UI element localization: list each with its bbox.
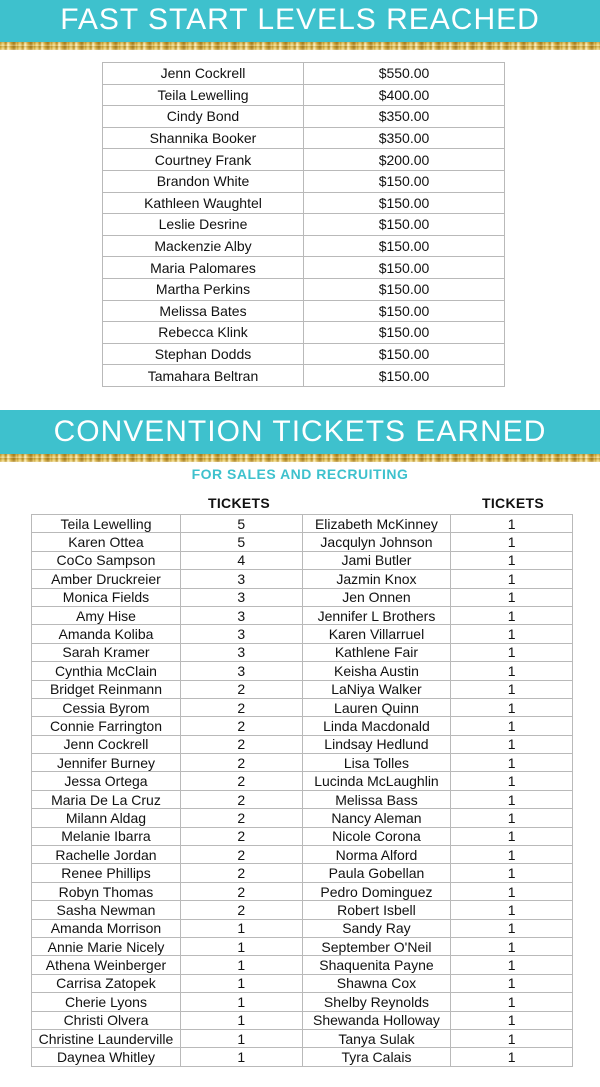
convention-right-name: Shelby Reynolds	[302, 993, 451, 1011]
convention-left-tickets: 2	[180, 864, 302, 882]
table-row	[32, 882, 573, 900]
convention-tickets-table	[31, 514, 573, 1067]
convention-left-tickets: 2	[180, 698, 302, 716]
fast-start-name: Shannika Booker	[103, 127, 304, 149]
convention-right-tickets: 1	[451, 717, 573, 735]
convention-right-tickets: 1	[451, 809, 573, 827]
convention-left-name: Cessia Byrom	[32, 698, 181, 716]
convention-left-tickets: 1	[180, 919, 302, 937]
fast-start-name: Melissa Bates	[103, 300, 304, 322]
convention-right-tickets: 1	[451, 1011, 573, 1029]
convention-right-name: Lauren Quinn	[302, 698, 451, 716]
convention-left-name: Annie Marie Nicely	[32, 937, 181, 955]
table-row	[103, 127, 505, 149]
fast-start-name: Kathleen Waughtel	[103, 192, 304, 214]
fast-start-amount: $150.00	[304, 322, 505, 344]
convention-left-name: Jennifer Burney	[32, 754, 181, 772]
convention-left-name: Amanda Koliba	[32, 625, 181, 643]
convention-right-name: Jen Onnen	[302, 588, 451, 606]
convention-right-tickets: 1	[451, 901, 573, 919]
convention-right-tickets: 1	[451, 846, 573, 864]
fast-start-name: Rebecca Klink	[103, 322, 304, 344]
fast-start-name: Mackenzie Alby	[103, 235, 304, 257]
convention-right-tickets: 1	[451, 772, 573, 790]
convention-left-tickets: 1	[180, 1048, 302, 1066]
convention-left-name: Athena Weinberger	[32, 956, 181, 974]
convention-right-tickets: 1	[451, 827, 573, 845]
convention-right-name: Tanya Sulak	[302, 1029, 451, 1047]
fast-start-amount: $200.00	[304, 149, 505, 171]
gold-glitter-divider	[0, 454, 600, 462]
fast-start-title: FAST START LEVELS REACHED	[60, 3, 540, 36]
convention-left-name: Connie Farrington	[32, 717, 181, 735]
convention-left-tickets: 1	[180, 974, 302, 992]
convention-right-tickets: 1	[451, 1029, 573, 1047]
convention-left-name: Monica Fields	[32, 588, 181, 606]
table-row	[103, 84, 505, 106]
convention-right-name: Norma Alford	[302, 846, 451, 864]
table-row	[103, 214, 505, 236]
table-row	[103, 322, 505, 344]
fast-start-name: Brandon White	[103, 170, 304, 192]
convention-left-name: Christine Launderville	[32, 1029, 181, 1047]
convention-right-tickets: 1	[451, 662, 573, 680]
fast-start-amount: $150.00	[304, 300, 505, 322]
fast-start-amount: $150.00	[304, 278, 505, 300]
fast-start-name: Courtney Frank	[103, 149, 304, 171]
table-row	[103, 106, 505, 128]
convention-right-name: Lucinda McLaughlin	[302, 772, 451, 790]
convention-right-tickets: 1	[451, 937, 573, 955]
convention-right-name: Lindsay Hedlund	[302, 735, 451, 753]
convention-right-name: LaNiya Walker	[302, 680, 451, 698]
fast-start-name: Cindy Bond	[103, 106, 304, 128]
convention-right-name: Shawna Cox	[302, 974, 451, 992]
convention-right-name: Keisha Austin	[302, 662, 451, 680]
table-row	[32, 974, 573, 992]
convention-right-tickets: 1	[451, 993, 573, 1011]
table-row	[32, 956, 573, 974]
fast-start-table-body	[103, 63, 505, 387]
fast-start-name: Jenn Cockrell	[103, 63, 304, 85]
convention-left-tickets: 2	[180, 901, 302, 919]
convention-left-tickets: 3	[180, 643, 302, 661]
table-row	[32, 790, 573, 808]
convention-left-tickets: 1	[180, 937, 302, 955]
table-row	[103, 278, 505, 300]
fast-start-amount: $150.00	[304, 343, 505, 365]
convention-left-tickets: 2	[180, 846, 302, 864]
convention-right-name: Paula Gobellan	[302, 864, 451, 882]
convention-left-name: Amber Druckreier	[32, 570, 181, 588]
convention-left-tickets: 5	[180, 515, 302, 533]
fast-start-name: Martha Perkins	[103, 278, 304, 300]
convention-right-tickets: 1	[451, 956, 573, 974]
table-row	[32, 809, 573, 827]
fast-start-amount: $150.00	[304, 235, 505, 257]
convention-left-name: Carrisa Zatopek	[32, 974, 181, 992]
table-row	[32, 919, 573, 937]
convention-left-tickets: 3	[180, 570, 302, 588]
convention-right-name: September O'Neil	[302, 937, 451, 955]
table-row	[32, 570, 573, 588]
fast-start-amount: $350.00	[304, 106, 505, 128]
table-row	[32, 515, 573, 533]
convention-left-name: Sasha Newman	[32, 901, 181, 919]
fast-start-name: Stephan Dodds	[103, 343, 304, 365]
table-row	[32, 1048, 573, 1066]
fast-start-name: Teila Lewelling	[103, 84, 304, 106]
convention-left-name: Sarah Kramer	[32, 643, 181, 661]
convention-left-tickets: 2	[180, 882, 302, 900]
convention-left-name: Rachelle Jordan	[32, 846, 181, 864]
fast-start-amount: $150.00	[304, 214, 505, 236]
convention-left-tickets: 1	[180, 1011, 302, 1029]
convention-title: CONVENTION TICKETS EARNED	[53, 415, 547, 448]
convention-banner	[0, 410, 600, 454]
fast-start-banner	[0, 0, 600, 42]
convention-left-name: Teila Lewelling	[32, 515, 181, 533]
table-row	[32, 588, 573, 606]
convention-right-tickets: 1	[451, 625, 573, 643]
convention-left-tickets: 3	[180, 662, 302, 680]
convention-right-tickets: 1	[451, 551, 573, 569]
convention-left-tickets: 1	[180, 1029, 302, 1047]
convention-left-name: Renee Phillips	[32, 864, 181, 882]
convention-right-tickets: 1	[451, 606, 573, 624]
table-row	[32, 735, 573, 753]
convention-left-name: Christi Olvera	[32, 1011, 181, 1029]
convention-left-name: Amanda Morrison	[32, 919, 181, 937]
convention-left-name: Daynea Whitley	[32, 1048, 181, 1066]
fast-start-amount: $150.00	[304, 257, 505, 279]
table-row	[103, 343, 505, 365]
convention-left-name: Jessa Ortega	[32, 772, 181, 790]
convention-right-name: Tyra Calais	[302, 1048, 451, 1066]
tickets-column-header-right: TICKETS	[482, 495, 544, 511]
convention-left-name: Bridget Reinmann	[32, 680, 181, 698]
convention-left-name: Amy Hise	[32, 606, 181, 624]
table-row	[32, 698, 573, 716]
convention-right-name: Elizabeth McKinney	[302, 515, 451, 533]
convention-right-tickets: 1	[451, 570, 573, 588]
fast-start-name: Leslie Desrine	[103, 214, 304, 236]
convention-left-tickets: 2	[180, 809, 302, 827]
convention-right-tickets: 1	[451, 588, 573, 606]
convention-left-tickets: 3	[180, 606, 302, 624]
table-row	[32, 754, 573, 772]
convention-subtitle: FOR SALES AND RECRUITING	[191, 466, 409, 482]
convention-right-tickets: 1	[451, 1048, 573, 1066]
convention-left-name: Cynthia McClain	[32, 662, 181, 680]
convention-right-name: Jami Butler	[302, 551, 451, 569]
convention-right-tickets: 1	[451, 790, 573, 808]
convention-left-tickets: 2	[180, 754, 302, 772]
convention-left-name: Milann Aldag	[32, 809, 181, 827]
convention-right-name: Nicole Corona	[302, 827, 451, 845]
convention-right-tickets: 1	[451, 974, 573, 992]
convention-right-name: Melissa Bass	[302, 790, 451, 808]
table-row	[103, 149, 505, 171]
convention-left-tickets: 4	[180, 551, 302, 569]
table-row	[32, 864, 573, 882]
convention-left-tickets: 1	[180, 993, 302, 1011]
fast-start-table	[102, 62, 505, 387]
convention-right-tickets: 1	[451, 515, 573, 533]
convention-left-name: CoCo Sampson	[32, 551, 181, 569]
convention-left-tickets: 2	[180, 790, 302, 808]
convention-left-name: Cherie Lyons	[32, 993, 181, 1011]
fast-start-amount: $400.00	[304, 84, 505, 106]
table-row	[32, 533, 573, 551]
table-row	[103, 235, 505, 257]
convention-right-tickets: 1	[451, 735, 573, 753]
convention-left-tickets: 3	[180, 625, 302, 643]
convention-right-tickets: 1	[451, 754, 573, 772]
table-row	[32, 1011, 573, 1029]
table-row	[32, 827, 573, 845]
convention-right-tickets: 1	[451, 533, 573, 551]
fast-start-name: Maria Palomares	[103, 257, 304, 279]
convention-left-tickets: 3	[180, 588, 302, 606]
convention-left-tickets: 2	[180, 735, 302, 753]
convention-left-name: Karen Ottea	[32, 533, 181, 551]
table-row	[32, 625, 573, 643]
convention-left-tickets: 5	[180, 533, 302, 551]
table-row	[32, 643, 573, 661]
fast-start-amount: $150.00	[304, 192, 505, 214]
convention-left-tickets: 2	[180, 680, 302, 698]
convention-right-name: Pedro Dominguez	[302, 882, 451, 900]
tickets-column-header-left: TICKETS	[208, 495, 270, 511]
convention-right-name: Kathlene Fair	[302, 643, 451, 661]
fast-start-amount: $350.00	[304, 127, 505, 149]
table-row	[32, 772, 573, 790]
table-row	[32, 680, 573, 698]
convention-right-tickets: 1	[451, 882, 573, 900]
convention-right-tickets: 1	[451, 698, 573, 716]
convention-left-tickets: 2	[180, 827, 302, 845]
convention-right-name: Robert Isbell	[302, 901, 451, 919]
convention-left-tickets: 2	[180, 772, 302, 790]
convention-left-name: Melanie Ibarra	[32, 827, 181, 845]
table-row	[32, 551, 573, 569]
convention-left-name: Jenn Cockrell	[32, 735, 181, 753]
table-row	[32, 993, 573, 1011]
convention-right-name: Linda Macdonald	[302, 717, 451, 735]
fast-start-amount: $150.00	[304, 365, 505, 387]
gold-glitter-divider	[0, 42, 600, 50]
table-row	[32, 846, 573, 864]
table-row	[103, 257, 505, 279]
table-row	[103, 300, 505, 322]
convention-right-name: Sandy Ray	[302, 919, 451, 937]
table-row	[103, 170, 505, 192]
table-row	[32, 937, 573, 955]
table-row	[32, 717, 573, 735]
convention-right-name: Lisa Tolles	[302, 754, 451, 772]
convention-right-tickets: 1	[451, 919, 573, 937]
table-row	[32, 1029, 573, 1047]
convention-right-tickets: 1	[451, 643, 573, 661]
convention-right-name: Nancy Aleman	[302, 809, 451, 827]
convention-right-tickets: 1	[451, 680, 573, 698]
convention-left-tickets: 2	[180, 717, 302, 735]
convention-right-name: Karen Villarruel	[302, 625, 451, 643]
convention-right-name: Jacqulyn Johnson	[302, 533, 451, 551]
convention-right-tickets: 1	[451, 864, 573, 882]
convention-left-name: Maria De La Cruz	[32, 790, 181, 808]
convention-right-name: Jennifer L Brothers	[302, 606, 451, 624]
convention-left-name: Robyn Thomas	[32, 882, 181, 900]
table-row	[103, 192, 505, 214]
fast-start-amount: $150.00	[304, 170, 505, 192]
table-row	[103, 63, 505, 85]
table-row	[32, 901, 573, 919]
table-row	[103, 365, 505, 387]
table-row	[32, 662, 573, 680]
convention-table-body	[32, 515, 573, 1067]
fast-start-amount: $550.00	[304, 63, 505, 85]
convention-right-name: Shewanda Holloway	[302, 1011, 451, 1029]
convention-right-name: Jazmin Knox	[302, 570, 451, 588]
convention-right-name: Shaquenita Payne	[302, 956, 451, 974]
fast-start-name: Tamahara Beltran	[103, 365, 304, 387]
table-row	[32, 606, 573, 624]
convention-left-tickets: 1	[180, 956, 302, 974]
